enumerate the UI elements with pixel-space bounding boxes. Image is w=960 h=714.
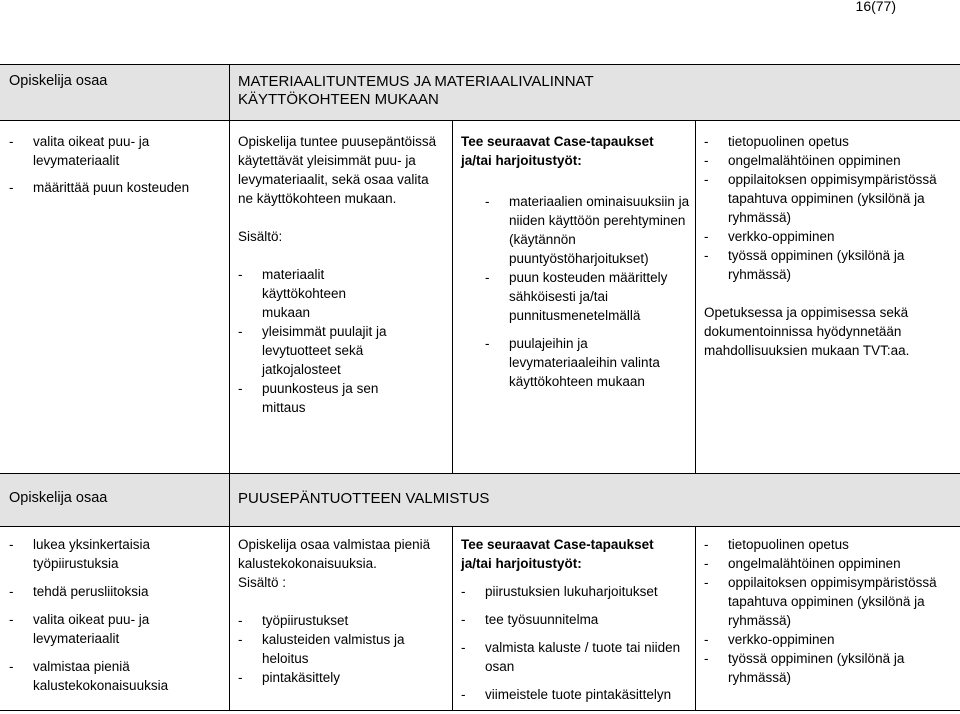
list-item: - viimeistele tuote pintakäsittelyn bbox=[461, 685, 689, 704]
list-item: - yleisimmät puulajit ja levytuotteet sekä jatkojalosteet bbox=[238, 322, 412, 379]
list-item: - puun kosteuden määrittely sähköisesti ja/tai punnitusmenetelmällä bbox=[485, 268, 699, 325]
list-item: - lukea yksinkertaisia työpiirustuksia bbox=[9, 535, 219, 573]
list-item: - työssä oppiminen (yksilönä ja ryhmässä) bbox=[704, 246, 954, 284]
page-number: 16(77) bbox=[855, 0, 896, 14]
section2-cases-list bbox=[461, 582, 689, 704]
section1-title-line2: KÄYTTÖKOHTEEN MUKAAN bbox=[238, 91, 439, 108]
table-rule bbox=[0, 473, 960, 474]
table-rule bbox=[0, 64, 960, 65]
list-item: - ongelmalähtöinen oppiminen bbox=[704, 151, 954, 170]
section2-cases-title: Tee seuraavat Case-tapaukset ja/tai harjoitustyöt: bbox=[461, 537, 654, 571]
section1-intro: Opiskelija tuntee puusepäntöissä käytettävät yleisimmät puu- ja levymateriaalit, sekä osaa valita ne käyttökohteen mukaan. bbox=[238, 134, 437, 206]
list-item: - tietopuolinen opetus bbox=[704, 132, 954, 151]
section2-intro: Opiskelija osaa valmistaa pieniä kalustekokonaisuuksia. bbox=[238, 537, 431, 571]
column-divider bbox=[229, 64, 230, 711]
section1-content-label: Sisältö: bbox=[238, 229, 283, 244]
section1-content-cell bbox=[238, 132, 438, 417]
list-item: - valmistaa pieniä kalustekokonaisuuksia bbox=[9, 657, 193, 695]
section2-header-left: Opiskelija osaa bbox=[9, 490, 108, 506]
list-item: - valita oikeat puu- ja levymateriaalit bbox=[9, 610, 219, 648]
list-item: - pintakäsittely bbox=[238, 668, 448, 687]
list-item: - piirustuksien lukuharjoitukset bbox=[461, 582, 689, 601]
list-item: - valita oikeat puu- ja levymateriaalit bbox=[9, 132, 219, 170]
table-rule bbox=[0, 710, 960, 711]
section1-methods-cell bbox=[704, 132, 954, 360]
column-divider bbox=[695, 526, 696, 711]
section1-content-list bbox=[238, 265, 438, 417]
column-divider bbox=[452, 526, 453, 711]
section1-title-line1: MATERIAALITUNTEMUS JA MATERIAALIVALINNAT bbox=[238, 73, 594, 90]
table-rule bbox=[0, 526, 960, 527]
list-item: - oppilaitoksen oppimisympäristössä tapahtuva oppiminen (yksilönä ja ryhmässä) bbox=[704, 573, 954, 630]
list-item: - kalusteiden valmistus ja heloitus bbox=[238, 630, 442, 668]
table-rule bbox=[0, 120, 960, 121]
section2-content-cell bbox=[238, 535, 448, 687]
column-divider bbox=[452, 120, 453, 474]
section2-methods-list bbox=[704, 535, 954, 687]
section1-objectives-list bbox=[9, 132, 219, 197]
section1-cases-list bbox=[461, 192, 689, 391]
section2-content-list bbox=[238, 611, 448, 687]
section1-header-left: Opiskelija osaa bbox=[9, 73, 108, 89]
list-item: - materiaalien ominaisuuksiin ja niiden käyttöön perehtyminen (käytännön puuntyöstöharjoitukset) bbox=[485, 192, 699, 268]
list-item: - verkko-oppiminen bbox=[704, 227, 954, 246]
section2-objectives-list bbox=[9, 535, 219, 695]
section1-title bbox=[238, 73, 594, 109]
list-item: - ongelmalähtöinen oppiminen bbox=[704, 554, 954, 573]
list-item: - työpiirustukset bbox=[238, 611, 448, 630]
list-item: - määrittää puun kosteuden bbox=[9, 178, 219, 197]
list-item: - puulajeihin ja levymateriaaleihin valinta käyttökohteen mukaan bbox=[485, 334, 674, 391]
section2-content-label: Sisältö : bbox=[238, 575, 287, 590]
section1-methods-note: Opetuksessa ja oppimisessa sekä dokumentoinnissa hyödynnetään mahdollisuuksien mukaan TVT:aa. bbox=[704, 305, 910, 358]
list-item: - tee työsuunnitelma bbox=[461, 610, 689, 629]
list-item: - valmista kaluste / tuote tai niiden osan bbox=[461, 638, 685, 676]
list-item: - oppilaitoksen oppimisympäristössä tapahtuva oppiminen (yksilönä ja ryhmässä) bbox=[704, 170, 954, 227]
section1-methods-list bbox=[704, 132, 954, 284]
section2-title: PUUSEPÄNTUOTTEEN VALMISTUS bbox=[238, 490, 490, 507]
list-item: - työssä oppiminen (yksilönä ja ryhmässä) bbox=[704, 649, 954, 687]
section1-cases-cell bbox=[461, 132, 689, 391]
list-item: - tietopuolinen opetus bbox=[704, 535, 954, 554]
list-item: - materiaalit käyttökohteen mukaan bbox=[238, 265, 392, 322]
list-item: - puunkosteus ja sen mittaus bbox=[238, 379, 412, 417]
list-item: - verkko-oppiminen bbox=[704, 630, 954, 649]
section1-cases-title: Tee seuraavat Case-tapaukset ja/tai harjoitustyöt: bbox=[461, 134, 654, 168]
list-item: - tehdä perusliitoksia bbox=[9, 582, 219, 601]
section2-cases-cell bbox=[461, 535, 689, 704]
